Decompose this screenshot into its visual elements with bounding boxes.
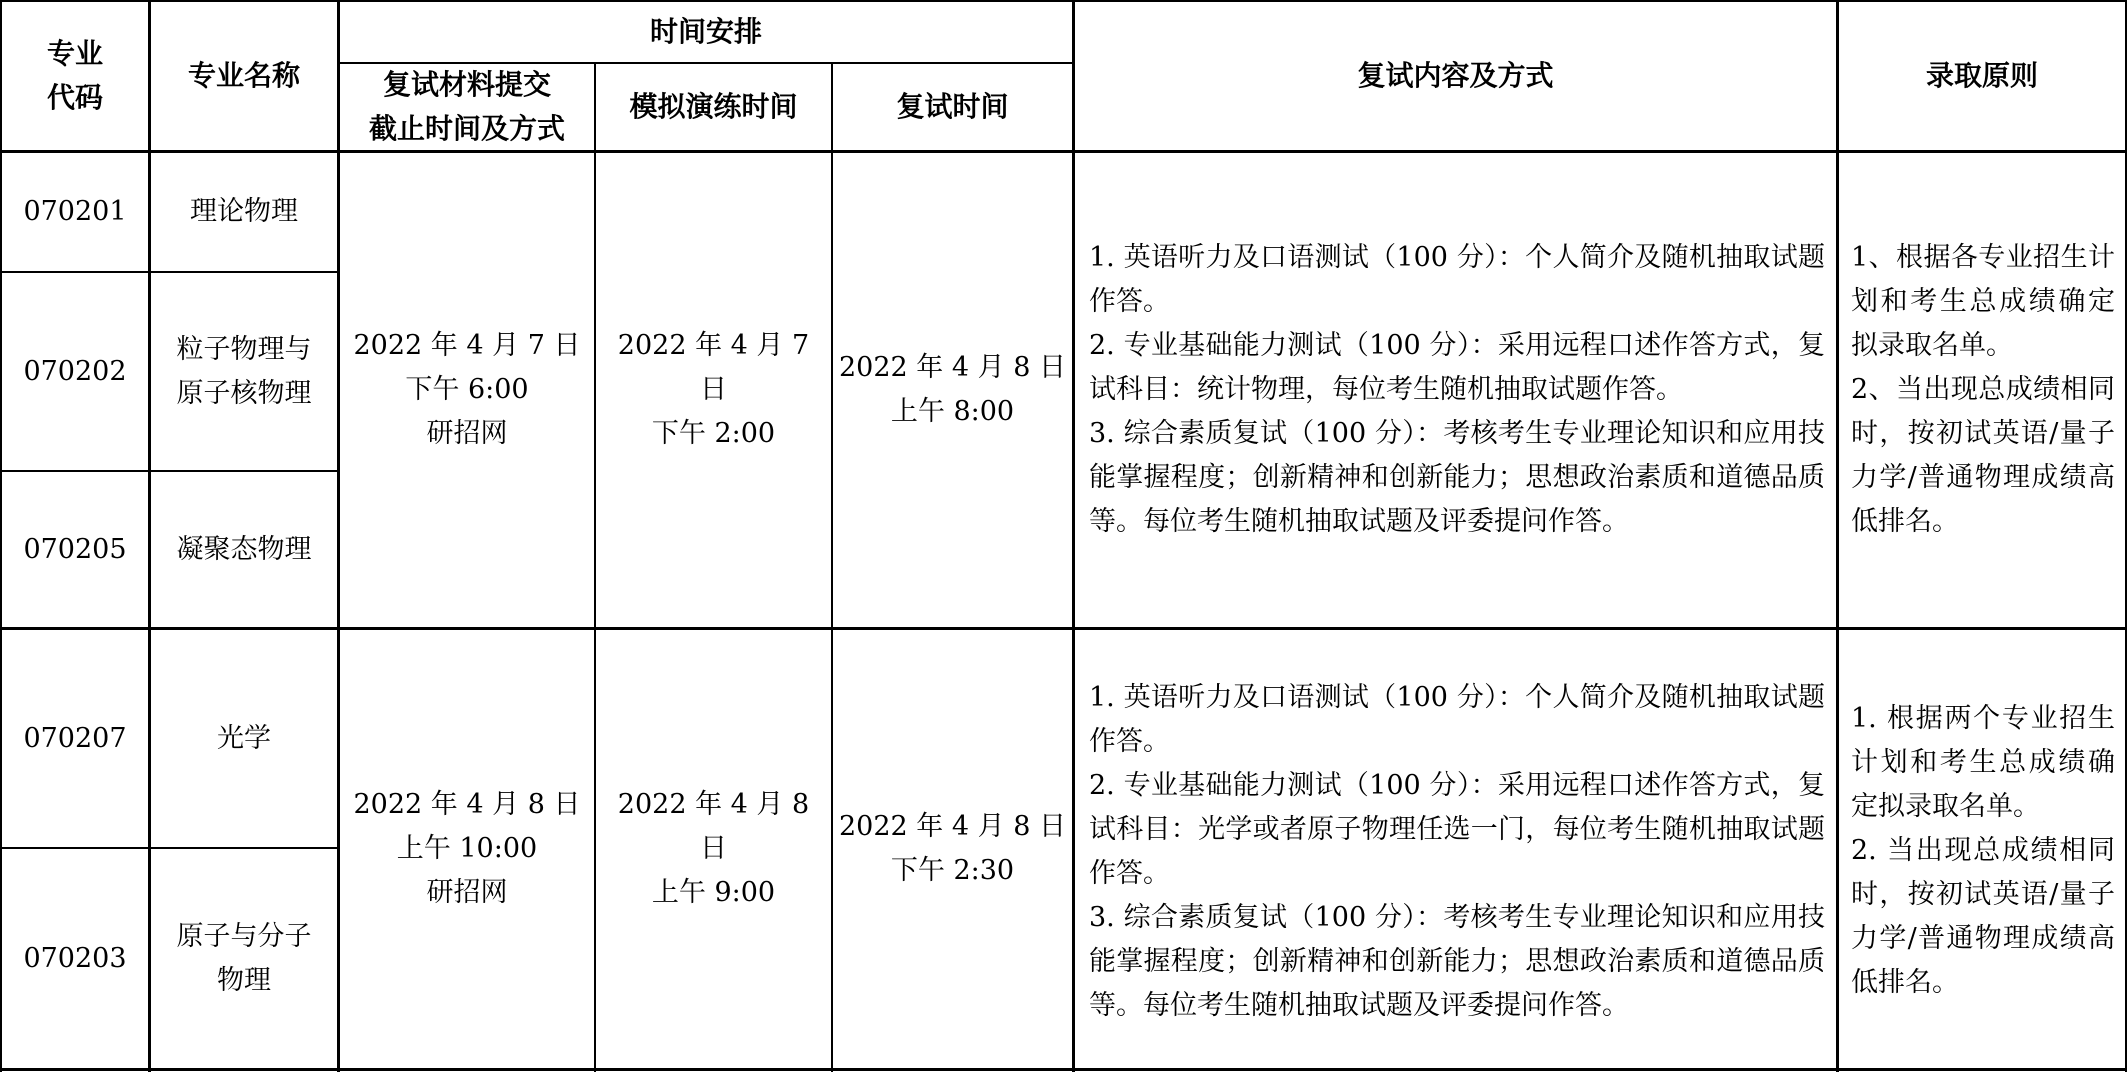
content-item: 1. 英语听力及口语测试（100 分）：个人简介及随机抽取试题作答。 — [1089, 242, 1825, 317]
submission-deadline: 2022 年 4 月 8 日 上午 10:00 研招网 — [353, 789, 581, 908]
principle-item: 1. 根据两个专业招生计划和考生总成绩确定拟录取名单。 — [1851, 703, 2115, 822]
major-name: 凝聚态物理 — [176, 533, 312, 565]
interview-content — [1089, 676, 1825, 1028]
header-submission-deadline: 复试材料提交 截止时间及方式 — [368, 68, 565, 145]
principle-item: 1、根据各专业招生计划和考生总成绩确定拟录取名单。 — [1851, 242, 2115, 361]
grid-line — [1072, 0, 1075, 1072]
admission-principle — [1851, 697, 2115, 1005]
table-border-bottom — [0, 1068, 2127, 1071]
principle-item: 2、当出现总成绩相同时，按初试英语/量子力学/普通物理成绩高低排名。 — [1851, 374, 2115, 537]
header-interview-time: 复试时间 — [896, 90, 1009, 123]
header-mock-time: 模拟演练时间 — [629, 90, 798, 123]
interview-content — [1089, 236, 1825, 544]
header-major-name: 专业名称 — [187, 59, 300, 92]
interview-time: 2022 年 4 月 8 日 下午 2:30 — [839, 811, 1066, 886]
major-code: 070207 — [23, 722, 127, 754]
content-item: 3. 综合素质复试（100 分）：考核考生专业理论知识和应用技能掌握程度；创新精神和创新能力；思想政治素质和道德品质等。每位考生随机抽取试题及评委提问作答。 — [1089, 902, 1825, 1021]
mock-time: 2022 年 4 月 7 日 下午 2:00 — [617, 330, 810, 449]
major-name: 粒子物理与 原子核物理 — [176, 333, 312, 409]
major-code: 070201 — [23, 196, 127, 227]
content-item: 2. 专业基础能力测试（100 分）：采用远程口述作答方式，复试科目：统计物理，每位考生随机抽取试题作答。 — [1089, 330, 1825, 405]
submission-deadline: 2022 年 4 月 7 日 下午 6:00 研招网 — [353, 330, 581, 449]
admission-principle — [1851, 236, 2115, 544]
principle-item: 2. 当出现总成绩相同时，按初试英语/量子力学/普通物理成绩高低排名。 — [1851, 835, 2115, 998]
major-code: 070205 — [23, 533, 127, 565]
header-admission-principle: 录取原则 — [1925, 59, 2038, 92]
major-code: 070203 — [23, 942, 127, 974]
major-name: 理论物理 — [190, 196, 298, 227]
content-item: 2. 专业基础能力测试（100 分）：采用远程口述作答方式，复试科目：光学或者原子物理任选一门，每位考生随机抽取试题作答。 — [1089, 770, 1825, 889]
grid-line — [1836, 0, 1839, 1072]
content-item: 1. 英语听力及口语测试（100 分）：个人简介及随机抽取试题作答。 — [1089, 682, 1825, 757]
major-name: 光学 — [217, 722, 271, 754]
interview-time: 2022 年 4 月 8 日 上午 8:00 — [839, 352, 1066, 427]
header-interview-content: 复试内容及方式 — [1357, 59, 1554, 92]
mock-time: 2022 年 4 月 8 日 上午 9:00 — [617, 789, 810, 908]
header-schedule: 时间安排 — [649, 15, 762, 48]
content-item: 3. 综合素质复试（100 分）：考核考生专业理论知识和应用技能掌握程度；创新精神和创新能力；思想政治素质和道德品质等。每位考生随机抽取试题及评委提问作答。 — [1089, 418, 1825, 537]
major-name: 原子与分子 物理 — [176, 920, 312, 996]
major-code: 070202 — [23, 355, 127, 387]
header-major-code: 专业 代码 — [46, 37, 103, 114]
